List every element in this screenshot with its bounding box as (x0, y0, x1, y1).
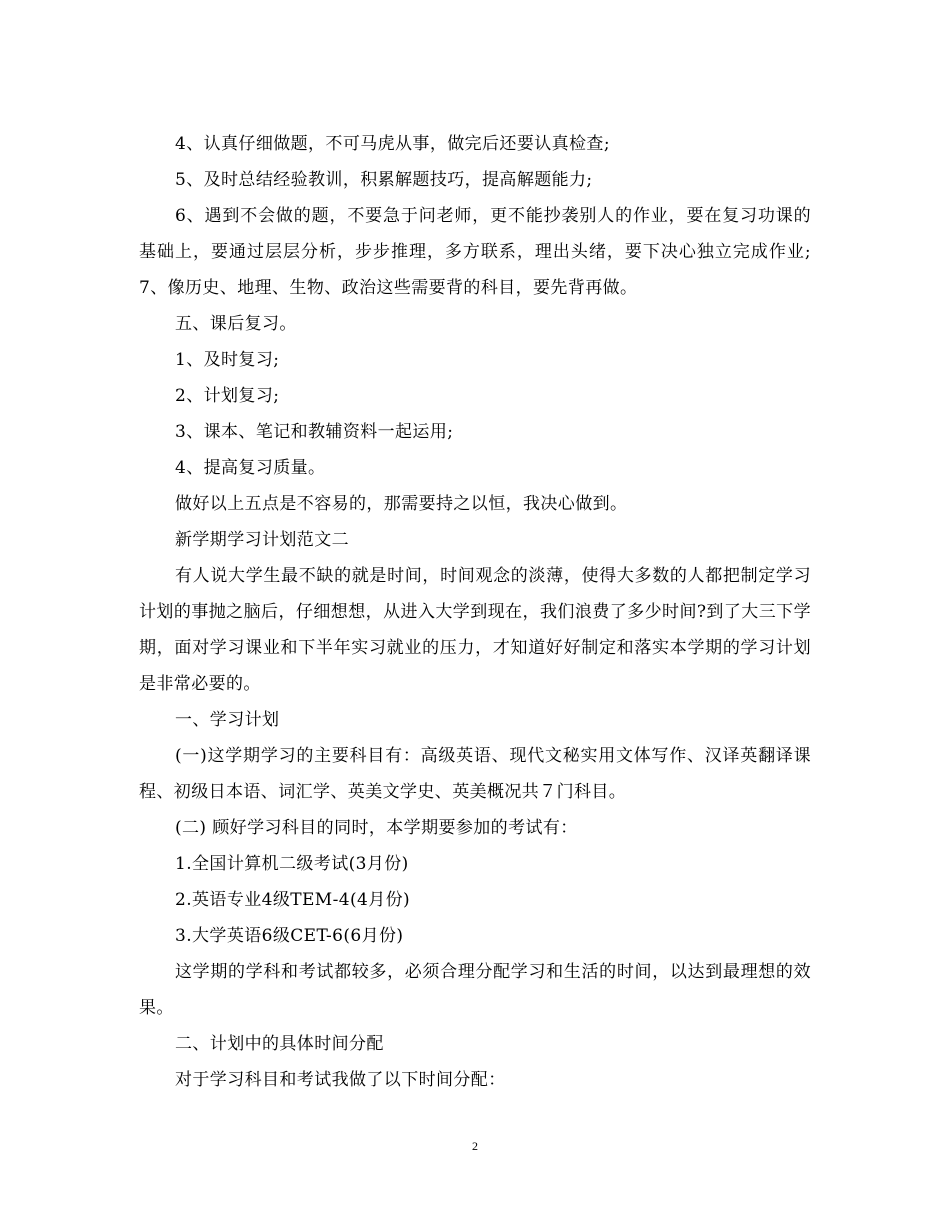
list-item: 4、提高复习质量。 (175, 458, 326, 478)
section-heading: 五、课后复习。 (175, 314, 297, 334)
paragraph: 这学期的学科和考试都较多，必须合理分配学习和生活的时间，以达到最理想的效果。 (139, 962, 811, 1018)
section-heading: 二、计划中的具体时间分配 (175, 1034, 384, 1054)
list-item: 1.全国计算机二级考试(3月份) (175, 854, 409, 874)
list-item: 3.大学英语6级CET-6(6月份) (175, 926, 404, 946)
page-number: 2 (472, 1139, 478, 1153)
paragraph: 5、及时总结经验教训，积累解题技巧，提高解题能力; (175, 170, 593, 190)
article-title: 新学期学习计划范文二 (175, 530, 349, 550)
paragraph: (一)这学期学习的主要科目有：高级英语、现代文秘实用文体写作、汉译英翻译课程、初级日本语、词汇学、英美文学史、英美概况共７门科目。 (139, 746, 811, 802)
paragraph: 6、遇到不会做的题，不要急于问老师，更不能抄袭别人的作业，要在复习功课的基础上，要通过层层分析，步步推理，多方联系，理出头绪，要下决心独立完成作业;7、像历史、地理、生物、政治这些需要背的科目，要先背再做。 (139, 206, 811, 298)
paragraph: (二) 顾好学习科目的同时，本学期要参加的考试有： (175, 818, 578, 838)
list-item: 2.英语专业4级TEM-4(4月份) (175, 890, 411, 910)
paragraph: 有人说大学生最不缺的就是时间，时间观念的淡薄，使得大多数的人都把制定学习计划的事抛之脑后，仔细想想，从进入大学到现在，我们浪费了多少时间?到了大三下学期，面对学习课业和下半年实习就业的压力，才知道好好制定和落实本学期的学习计划是非常必要的。 (139, 566, 811, 694)
paragraph: 做好以上五点是不容易的，那需要持之以恒，我决心做到。 (175, 494, 628, 514)
paragraph: 4、认真仔细做题，不可马虎从事，做完后还要认真检查; (175, 134, 610, 154)
paragraph: 对于学习科目和考试我做了以下时间分配： (175, 1070, 506, 1090)
list-item: 2、计划复习; (175, 386, 280, 406)
list-item: 3、课本、笔记和教辅资料一起运用; (175, 422, 454, 442)
document-body (139, 126, 811, 1098)
section-heading: 一、学习计划 (175, 710, 280, 730)
list-item: 1、及时复习; (175, 350, 280, 370)
